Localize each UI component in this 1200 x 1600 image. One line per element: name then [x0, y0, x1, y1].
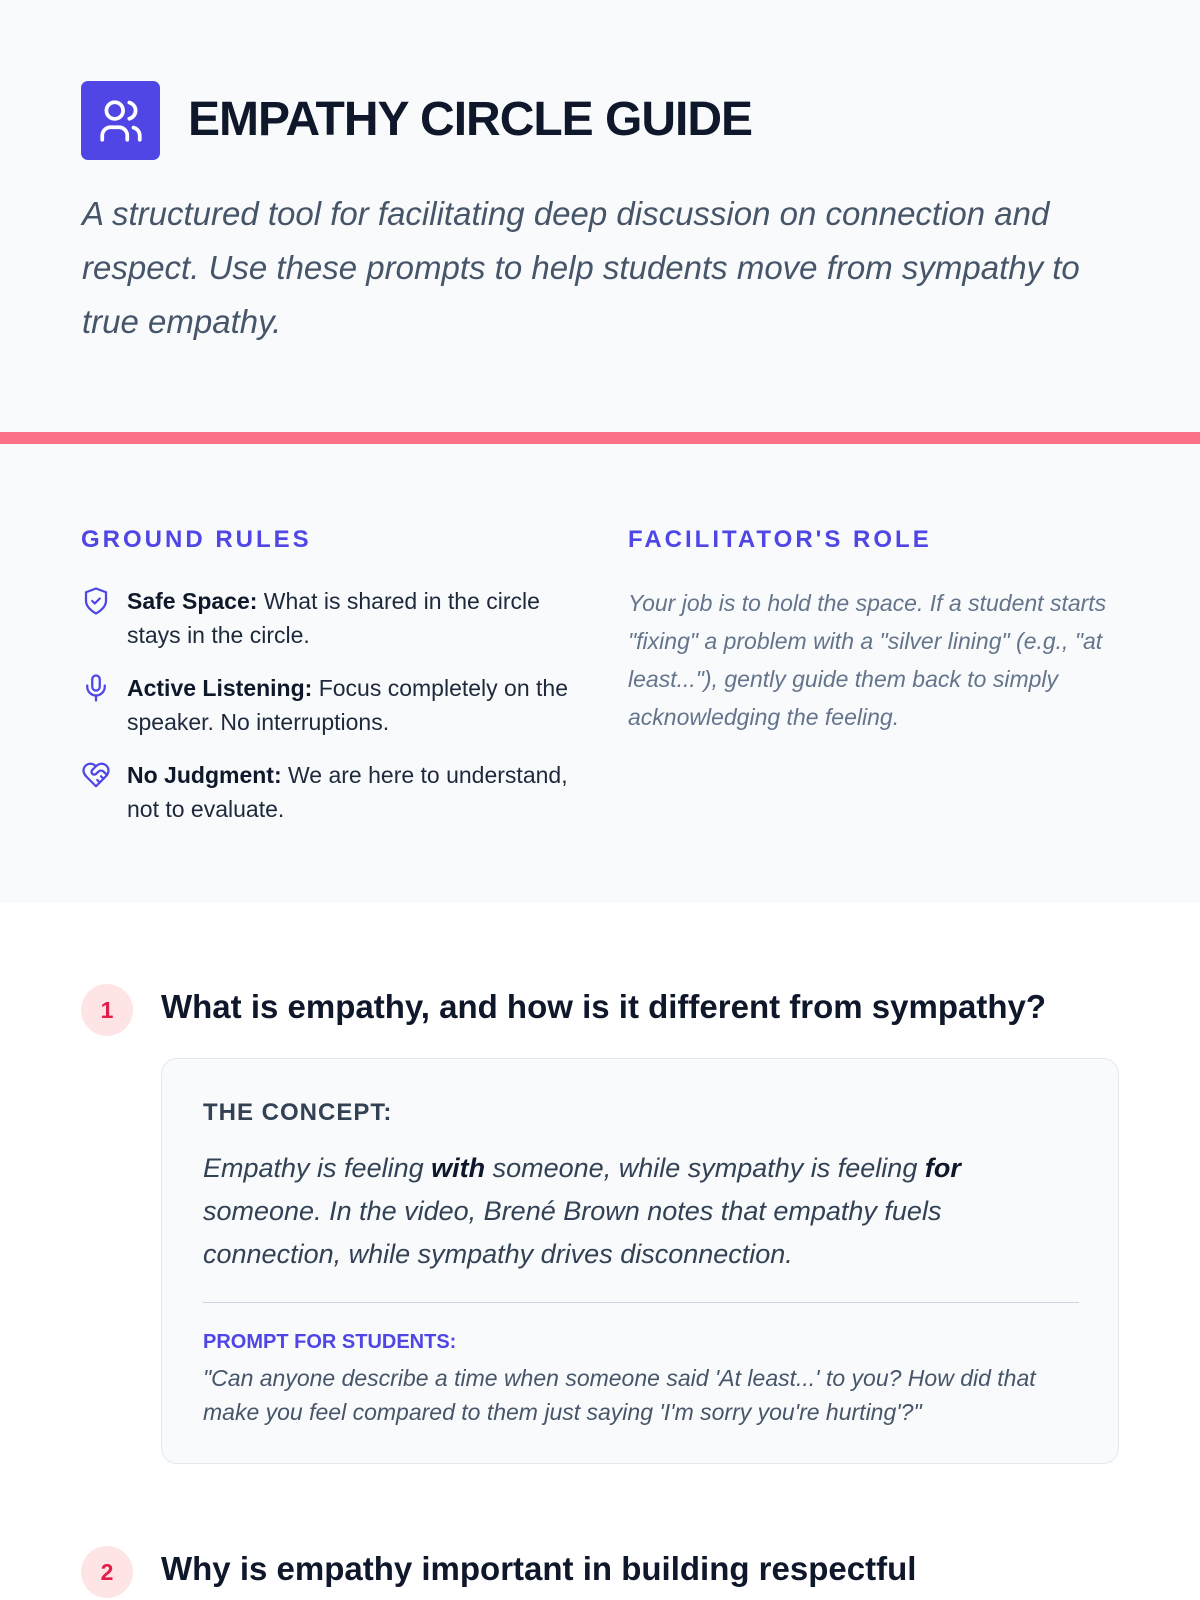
question-number-badge: 2	[81, 1546, 133, 1598]
rule-text: What is shared in the circle stays in the circle.	[127, 588, 540, 648]
accent-divider	[0, 432, 1200, 444]
shield-check-icon	[81, 586, 111, 616]
users-icon	[81, 81, 160, 160]
question-title: What is empathy, and how is it different from sympathy?	[161, 988, 1046, 1025]
ground-rules-heading: GROUND RULES	[81, 526, 312, 553]
page-title: EMPATHY CIRCLE GUIDE	[188, 93, 753, 146]
facilitator-text: Your job is to hold the space. If a student starts "fixing" a problem with a "silver lining" (e.g., "at least..."), gently guide them back to simply acknowledging the feeling.	[628, 590, 1107, 730]
card-divider	[203, 1302, 1079, 1303]
rule-title: Safe Space:	[127, 588, 258, 614]
question-title: Why is empathy important in building respectful	[161, 1550, 917, 1587]
question-card	[161, 1058, 1119, 1464]
rule-text: We are here to understand, not to evaluate.	[127, 762, 568, 822]
concept-text: Empathy is feeling with someone, while sympathy is feeling for someone. In the video, Brené Brown notes that empathy fuels connection, while sympathy drives disconnection.	[203, 1153, 961, 1269]
question-number-badge: 1	[81, 984, 133, 1036]
microphone-icon	[81, 673, 111, 703]
prompt-text: "Can anyone describe a time when someone said 'At least...' to you? How did that make you feel compared to them just saying 'I'm sorry you're hurting'?"	[203, 1365, 1036, 1425]
prompt-label: PROMPT FOR STUDENTS:	[203, 1331, 457, 1353]
ground-rule-item	[81, 758, 601, 828]
ground-rule-item	[81, 584, 601, 654]
facilitator-heading: FACILITATOR'S ROLE	[628, 526, 932, 553]
heart-handshake-icon	[81, 760, 111, 790]
rule-title: Active Listening:	[127, 675, 313, 701]
ground-rule-item	[81, 671, 601, 741]
rule-text: Focus completely on the speaker. No interruptions.	[127, 675, 568, 735]
rule-title: No Judgment:	[127, 762, 282, 788]
concept-label: THE CONCEPT:	[203, 1099, 393, 1126]
page-subtitle: A structured tool for facilitating deep discussion on connection and respect. Use these prompts to help students move from sympathy to true empathy.	[82, 195, 1080, 340]
